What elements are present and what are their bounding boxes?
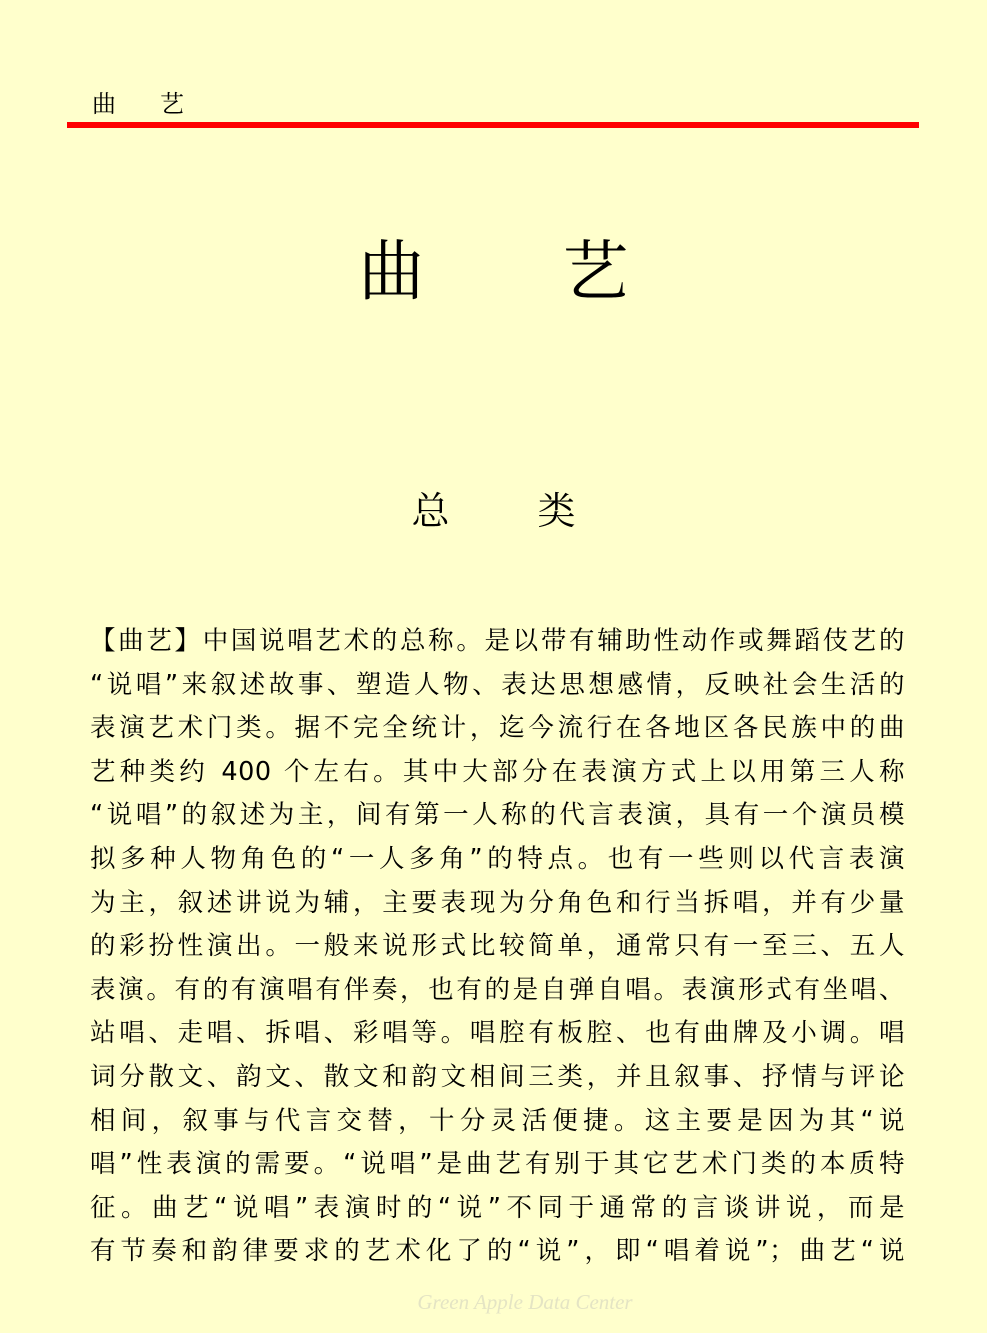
body-line: 艺种类约 400 个左右。其中大部分在表演方式上以用第三人称 — [90, 756, 905, 787]
chapter-title-char-1: 曲 — [358, 233, 425, 310]
body-line: “说唱”来叙述故事、塑造人物、表达思想感情，反映社会生活的 — [90, 669, 905, 700]
body-paragraph — [90, 620, 905, 1274]
section-title — [0, 486, 987, 536]
body-line: 唱”性表演的需要。“说唱”是曲艺有别于其它艺术门类的本质特 — [90, 1149, 905, 1180]
body-line: 征。曲艺“说唱”表演时的“说”不同于通常的言谈讲说，而是 — [90, 1192, 905, 1223]
body-line: “说唱”的叙述为主，间有第一人称的代言表演，具有一个演员模 — [90, 800, 905, 831]
body-line: 【曲艺】中国说唱艺术的总称。是以带有辅助性动作或舞蹈伎艺的 — [90, 626, 905, 656]
watermark: Green Apple Data Center — [417, 1290, 633, 1314]
body-line: 站唱、走唱、拆唱、彩唱等。唱腔有板腔、也有曲牌及小调。唱 — [90, 1018, 905, 1049]
body-line: 为主，叙述讲说为辅，主要表现为分角色和行当拆唱，并有少量 — [90, 887, 905, 918]
running-header — [92, 84, 184, 119]
running-header-char-2: 艺 — [160, 90, 184, 118]
chapter-title — [0, 232, 987, 312]
section-title-char-2: 类 — [537, 489, 576, 533]
chapter-title-char-2: 艺 — [562, 233, 629, 310]
section-title-char-1: 总 — [411, 489, 450, 533]
body-line: 词分散文、韵文、散文和韵文相间三类，并且叙事、抒情与评论 — [90, 1061, 905, 1092]
body-line: 拟多种人物角色的“一人多角”的特点。也有一些则以代言表演 — [90, 843, 905, 874]
body-line: 相间，叙事与代言交替，十分灵活便捷。这主要是因为其“说 — [90, 1105, 905, 1136]
body-line: 表演艺术门类。据不完全统计，迄今流行在各地区各民族中的曲 — [90, 713, 905, 744]
body-line: 的彩扮性演出。一般来说形式比较简单，通常只有一至三、五人 — [90, 931, 905, 962]
running-header-char-1: 曲 — [92, 90, 116, 118]
header-rule — [67, 122, 919, 128]
body-line: 表演。有的有演唱有伴奏，也有的是自弹自唱。表演形式有坐唱、 — [90, 974, 905, 1005]
body-line: 有节奏和韵律要求的艺术化了的“说”，即“唱着说”；曲艺“说 — [90, 1236, 905, 1267]
